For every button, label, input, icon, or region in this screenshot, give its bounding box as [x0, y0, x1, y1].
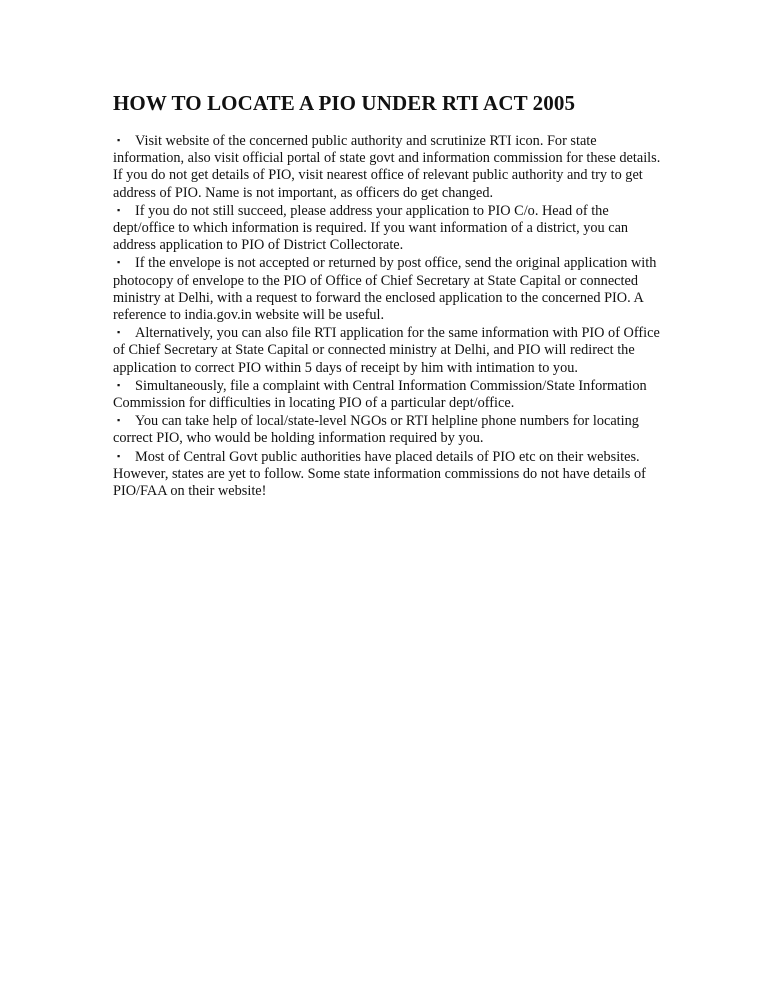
- list-item: [113, 412, 668, 447]
- list-item: [113, 324, 668, 377]
- list-item-text: Simultaneously, file a complaint with Central Information Commission/State Information Commission for difficulties in locating PIO of a particular dept/office.: [113, 377, 647, 412]
- bullet-icon: ▪: [117, 415, 121, 426]
- document-title: HOW TO LOCATE A PIO UNDER RTI ACT 2005: [113, 91, 576, 115]
- list-item: [113, 254, 668, 324]
- list-item-text: Visit website of the concerned public authority and scrutinize RTI icon. For state information, also visit official portal of state govt and information commission for these details. If you do not get details of PIO, visit nearest office of relevant public authority and try to get address of PIO. Name is not important, as officers do get changed.: [113, 133, 661, 201]
- bullet-icon: ▪: [117, 450, 121, 461]
- bullet-icon: ▪: [117, 379, 121, 390]
- bullet-icon: ▪: [117, 257, 121, 268]
- list-item-text: You can take help of local/state-level NGOs or RTI helpline phone numbers for locating correct PIO, who would be holding information required by you.: [113, 413, 639, 447]
- bullet-icon: ▪: [117, 204, 121, 215]
- bullet-icon: ▪: [117, 327, 121, 338]
- bullet-icon: ▪: [117, 135, 121, 145]
- list-item-text: If you do not still succeed, please address your application to PIO C/o. Head of the dept/office to which information is required. If you want information of a district, you can address application to PIO of District Collectorate.: [113, 202, 629, 254]
- bullet-list: [113, 132, 668, 500]
- list-item: [113, 132, 668, 202]
- list-item: [113, 377, 668, 412]
- list-item-text: If the envelope is not accepted or returned by post office, send the original application with photocopy of envelope to the PIO of Office of Chief Secretary at State Capital or connected ministry at Delhi, with a request to forward the enclosed application to the concerned PIO. A reference to india.gov.in website will be useful.: [113, 255, 657, 324]
- list-item-text: Alternatively, you can also file RTI application for the same information with PIO of Office of Chief Secretary at State Capital or connected ministry at Delhi, and PIO will redirect the application to correct PIO within 5 days of receipt by him with intimation to you.: [113, 325, 660, 376]
- list-item-text: Most of Central Govt public authorities have placed details of PIO etc on their websites. However, states are yet to follow. Some state information commissions do not have details of PIO/FAA on their website!: [113, 448, 646, 500]
- list-item: [113, 202, 668, 255]
- list-item: [113, 448, 668, 501]
